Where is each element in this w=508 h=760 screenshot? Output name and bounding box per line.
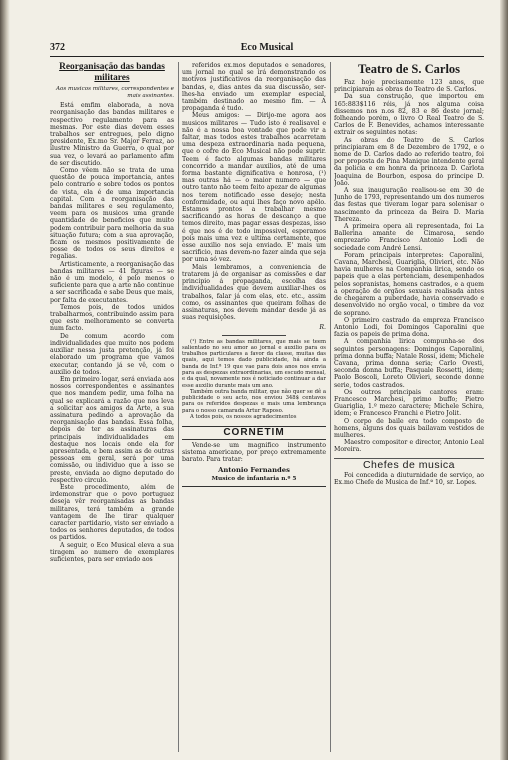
article-title: Chefes de musica <box>334 458 484 469</box>
paragraph: Foram principais interpretes: Caporalini, Cavana, Marchesi, Guariglia, Olivieri, etc. Não havia mulheres na Companhia lirica, sendo os papeis que a elas pertenciam, desempenhados pelos sopranistas, homens castrados, e a quem a operação de orgãos sexuais realisada antes de chegarem a puberdade, havia conservado e desenvolvido no orgão vocal, o timbre da voz de soprano. <box>334 251 484 317</box>
footnotes <box>182 339 326 421</box>
journal-name: Eco Musical <box>240 42 294 53</box>
paragraph: Artisticamente, a reorganisação das bandas militares — 41 figuras — se não é um modelo, é pelo menos o suficiente para que a arte não continue a ser sacrificada e sabe Deus que mais, por falta de executantes. <box>50 260 174 304</box>
paragraph: O corpo de baile era todo composto de homens, alguns dos quais bailavam vestidos de mulheres. <box>334 417 484 439</box>
column-divider <box>178 62 179 752</box>
paragraph: As obras do Teatro de S. Carlos principiaram em 8 de Dezembro de 1792, e o nome de D. Carlos dado ao referido teatro, foi por proposta de Pina Manique intendente geral da policia e em honra da princeza D. Carlota Joaquina de Bourbon, esposa do principe D. João. <box>334 136 484 187</box>
column-3 <box>334 62 484 752</box>
article-subtitle: Aos musicos militares, correspondentes e mais assinantes. <box>55 86 174 99</box>
divider <box>222 335 286 336</box>
footnote: A todos pois, os nossos agradecimentos <box>190 414 297 421</box>
ad-contact-name: Antonio Fernandes <box>218 466 290 475</box>
binding-shadow <box>0 0 10 760</box>
paragraph: Mais lembramos, a conveniencia de tratarem já de organisar as comissões e dar principio á propaganda, escolha das individualidades que devem auxiliar-lhes os trabalhos, falar já com elas, etc. etc., assim como, os assinantes que queiram folhas de assinaturas, nos devem mandar desde já as suas requisições. <box>182 263 326 322</box>
column-1 <box>50 62 174 752</box>
ad-contact-address: Musico de infantaria n.º 5 <box>211 476 297 483</box>
paragraph: Este procedimento, além de irdemonstrar que o povo portuguez deseja vêr reorganisadas as bandas militares, terá também a grande vantagem de lhe tirar qualquer caracter partidario, visto ser enviado a todos os senhores deputados, de todos os partidos. <box>50 483 174 542</box>
paragraph: Como vêem não se trata de uma questão de pouca importancia, antes pelo contrario e sobre todos os pontos de vista, ela é de uma importancia capital. Com a reorganisação das bandas militares e seu regulamento, veem para os musicos uma grande quantidade de beneficios que muito podem contribuir para melhoria da sua situação futura; com a sua aprovação, ficam os mesmos positivamente de posse de todos os seus direitos e regalias. <box>50 167 174 261</box>
paragraph: Foi concedida a diuturnidade de serviço, ao Ex.mo Chefe de Musica de Inf.ª 10, sr. Lopes. <box>334 471 484 486</box>
article-title: Reorganisação das bandas militares <box>59 62 165 83</box>
page-edge <box>500 0 508 760</box>
cornetim-ad <box>182 426 326 486</box>
paragraph: O primeiro castrado da empreza Francisco Antonio Lodi, foi Domingos Caporalini que fazia os papeis de prima dona. <box>334 316 484 339</box>
paragraph: Temos pois, de todos unidos trabalharmos, contribuindo assim para que este melhoramento se converta num facto. <box>50 303 174 333</box>
paragraph: Meus amigos: — Dirijo-me agora aos musicos militares — Tudo isto é realisavel e não é a nossa boa vontade que pode vir a faltar, mas todos estes trabalhos acarretam uma despeza extraordinaria nada pequena, que o cofre do Eco Musical não pode suprir. Teem é facto algumas bandas militares concorrido a mandar auxilios, até de uma forma bastante dignificativa e honrosa, (¹) mas outras há — o maior numero — que outro tanto não teem feito apezar de algumas nos terem notificado esse desejo; nesta conformidade, ou aqui lhes faço novo apêlo. Estamos prontos a trabalhar mesmo sacrificando as horas de descanço a que temos direito, mas pagar essas despezas, isso é que nos é de todo impossivel, esperamos pois mais uma vez e ultima certamente, que esse auxilio nos seja enviado. E' mais um sacrificio, mas devem-no fazer ainda que seja por uma só vez. <box>182 112 326 264</box>
header-rule <box>50 56 484 57</box>
column-2 <box>182 62 326 750</box>
paragraph: Está emfim elaborada, a nova reorganisação das bandas militares e respectivo regulamento para as mesmas. Por este dias devem esses trabalhos ser entregues, pelo digno presidente, Ex.mo Sr. Major Ferraz, ao ilustre Ministro da Guerra, o qual por sua vez, o levará ao parlamento afim de ser discutido. <box>50 102 174 167</box>
paragraph: A sua inauguração realisou-se em 30 de Junho de 1793, representando um dos numeros das festas que tiveram logar para solenisar o nascimento da princeza da Beira D. Maria Thereza. <box>334 187 484 223</box>
footnote: (¹) Entre as bandas militares, que mais se teem salientado no seu amor ao jornal e auxilio para os trabalhos particulares a favor da classe, muitas das quais, aqui temos dado publicidade, há ainda a banda de Inf.ª 19 que vae para dois anos nos envia para as despezas extraordinarias, um escudo mensal, e da qual, novamente nos é noticiado continuar a dar esse auxilio durante mais um ano. <box>182 338 326 389</box>
ad-body: Vende-se um magnifico instrumento sistema americano, por preço extremamente barato. Para tratar: <box>182 441 326 463</box>
paragraph: Faz hoje precisamente 123 anos, que principiaram as obras do Teatro de S. Carlos. <box>334 79 484 94</box>
column-divider <box>330 62 331 752</box>
paragraph: A companhia lirica compunha-se dos seguintes personagens: Domingos Caporalini, prima donna buffa; Natale Rossi, idem; Michele Cavana, prima donna seria; Carlo Ovesti, seconda donna buffa; Pasquale Rossetti, idem; Paolo Boscoli, Loreto Olivieri, seconde donne serie, todos castrados. <box>334 338 484 389</box>
paragraph: Em primeiro logar, será enviada aos nossos correspondentes e assinantes que nos mandem pedir, uma folha na qual se explicará a razão que nos leva a solicitar aos amigos da Arte, a sua assinatura pedindo a aprovação da reorganisação das bandas. Essa folha, depois de ter as assinaturas das principais individualidades em destaque nos locais onde ela for apresentada, e bem assim as de outras pessoas em geral, será por uma comissão, ou individuo que a isso se preste, enviada ao digno deputado do respectivo circulo. <box>50 375 174 484</box>
ad-title: CORNETIM <box>182 429 326 439</box>
paragraph: Da sua construção, que importou em 165:883$116 réis, já nos alguma coisa dissemos nos n.os 82, 83 e 86 deste jornal; folheando porém, o livro O Real Teatro de S. Carlos de F. Benevides, achamos interessante extrair os seguintes notas: <box>334 93 484 137</box>
footnote: Também outra banda militar, que não quer se dê a publicidade o seu acto, nos enviou 348$ centavos para os referidos despezas e mais uma lembrança para o nosso camarada Artur Raposo. <box>182 388 326 414</box>
signature: R. <box>319 324 326 332</box>
article-title: Teatro de S. Carlos <box>357 62 461 76</box>
page-header <box>50 40 484 56</box>
paragraph: A seguir, o Eco Musical eleva a sua tiragem ao numero de exemplares suficientes, para ser enviado aos <box>50 541 174 563</box>
paragraph: referidos ex.mos deputados e senadores, um jornal no qual se irá demonstrando os motivos justificativos da reorganisação das bandas, e, dias antes da sua discussão, ser-lhes-ha enviado um exemplar especial, também destinado ao mesmo fim. — A propaganda é tudo. <box>182 62 326 113</box>
paragraph: Os outros principais cantores eram: Francesco Marchesi, primo buffo; Pietro Guariglia, 1.º mezo caractere; Michele Schira, idem; e Francesco Franchi e Pietro Jolit. <box>334 388 484 418</box>
paragraph: De comum acordo com individualidades que muito nos podem auxiliar nessa justa pretenção, já foi elaborado um programa que vamos executar, contando já se vê, com o auxilio de todos. <box>50 332 174 376</box>
paragraph: A primeira opera ali representada, foi La Ballerina amante de Cimarosa, sendo emprezario Francisco Antonio Lodi de sociedade com André Lensi. <box>334 223 484 252</box>
paragraph: Maestro compositor e director, Antonio Leal Moreira. <box>334 439 484 454</box>
page-number: 372 <box>50 42 65 53</box>
